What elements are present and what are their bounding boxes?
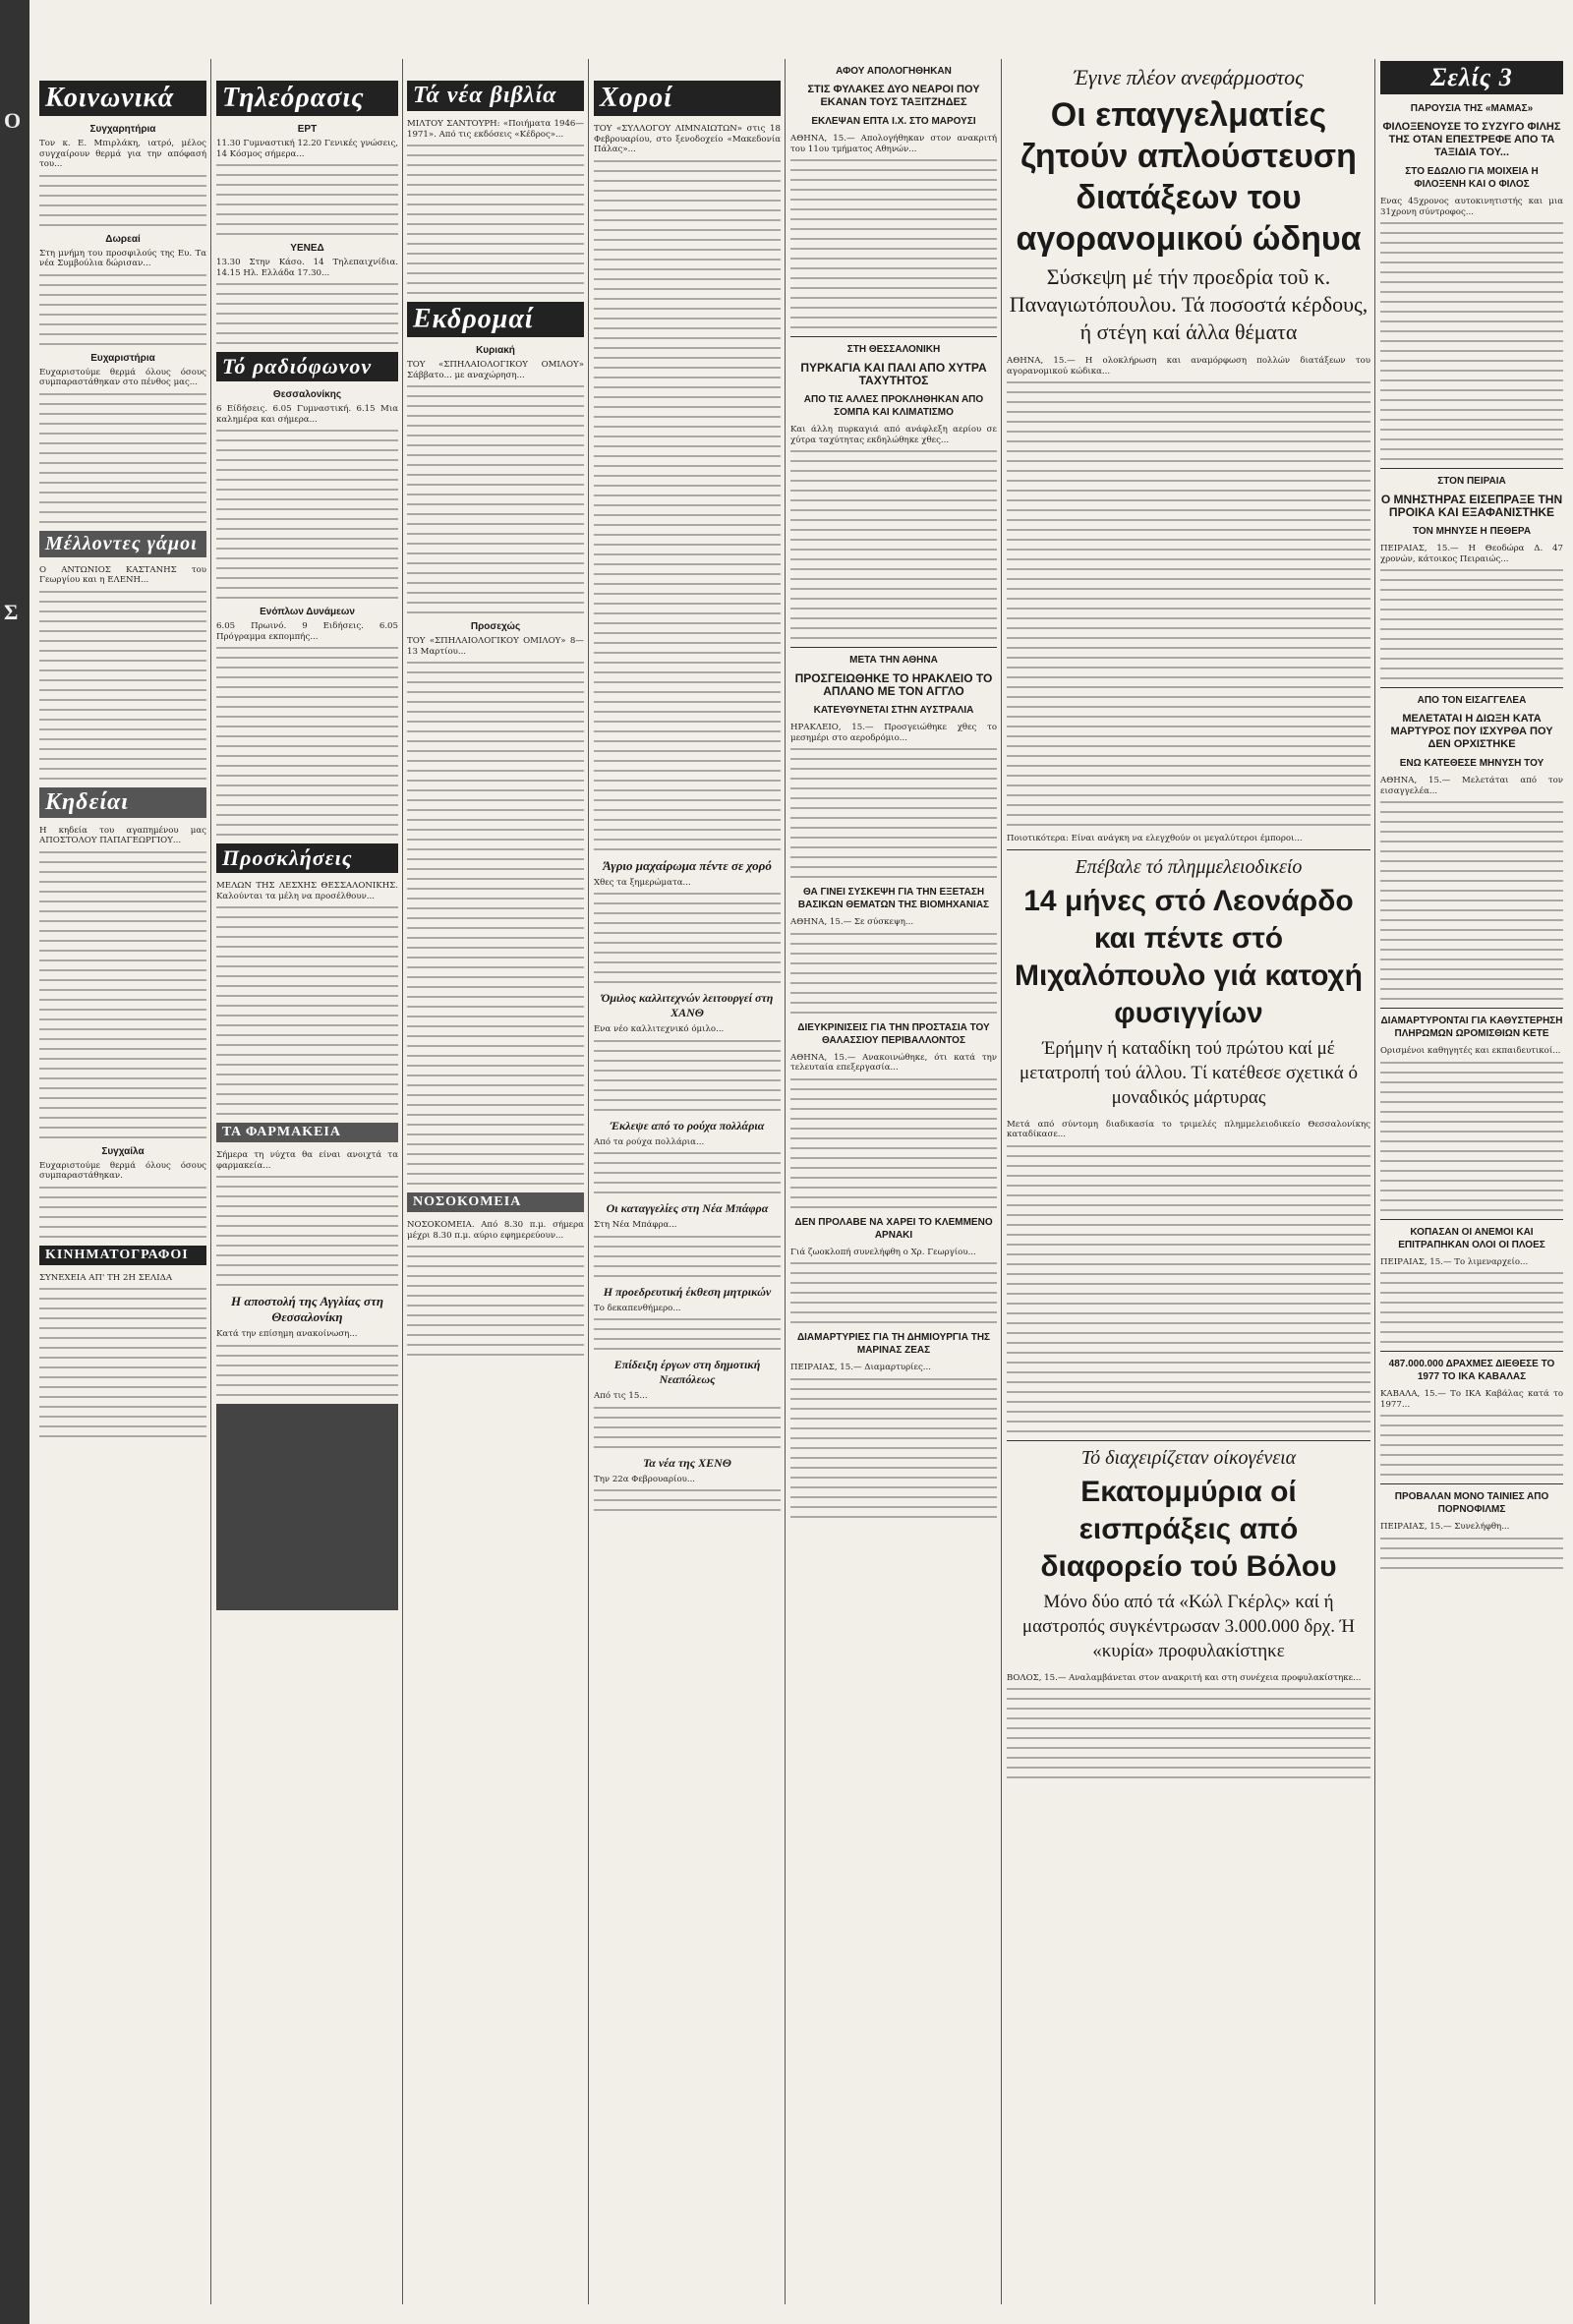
text-lines bbox=[594, 1040, 781, 1111]
text-lines bbox=[1380, 222, 1563, 460]
right-heading: ΠΑΡΟΥΣΙΑ ΤΗΣ «ΜΑΜΑΣ» bbox=[1410, 103, 1534, 114]
dances-sub-title: Επίδειξη έργων στη δημοτική Νεαπόλεως bbox=[613, 1358, 761, 1386]
main-kicker: Τό διαχειρίζεταν οίκογένεια bbox=[1080, 1446, 1297, 1469]
text-lines bbox=[790, 933, 997, 1014]
main-headline: Εκατομμύρια οί εισπράξεις από διαφορείο τού Βόλου bbox=[1040, 1475, 1337, 1583]
text-lines bbox=[594, 893, 781, 983]
trips-sec-title: Κυριακή bbox=[476, 345, 515, 356]
column-divider bbox=[402, 59, 403, 2304]
news-heading: ΣΤΗ ΘΕΣΣΑΛΟΝΙΚΗ bbox=[846, 344, 941, 355]
text-lines bbox=[790, 748, 997, 878]
text-lines bbox=[1007, 1688, 1370, 1778]
social-sec-banner: ΚΙΝΗΜΑΤΟΓΡΑΦΟΙ bbox=[39, 1246, 206, 1265]
tv-sec-title: ΕΡΤ bbox=[297, 124, 318, 135]
text-lines bbox=[1007, 1145, 1370, 1432]
column-social bbox=[39, 79, 206, 2304]
dances-sub-text: Χθες τα ξημερώματα... bbox=[594, 877, 691, 888]
news-text: ΗΡΑΚΛΕΙΟ, 15.— Προσγειώθηκε χθες το μεσημέρι στο αεροδρόμιο... bbox=[790, 723, 997, 743]
divider bbox=[1007, 1440, 1370, 1441]
text-lines bbox=[216, 164, 398, 235]
right-text: Ενας 45χρονος αυτοκινητιστής και μια 31χρονη σύντροφος... bbox=[1380, 197, 1563, 217]
column-news bbox=[790, 59, 997, 2304]
dances-sub-title: Έκλεψε από το ρούχα πολλάρια bbox=[610, 1118, 765, 1133]
hospitals-banner: ΝΟΣΟΚΟΜΕΙΑ bbox=[407, 1192, 584, 1212]
divider bbox=[1380, 1008, 1563, 1009]
text-lines bbox=[39, 393, 206, 523]
dances-sub-title: Οι καταγγελίες στη Νέα Μπάφρα bbox=[606, 1201, 769, 1215]
dances-sub-text: Στη Νέα Μπάφρα... bbox=[594, 1220, 677, 1230]
social-sec-title: Συγχαρητήρια bbox=[89, 124, 156, 135]
social-sec-text: Η κηδεία του αγαπημένου μας ΑΠΟΣΤΟΛΟΥ ΠΑΠΑΓΕΩΡΓΙΟΥ... bbox=[39, 825, 206, 845]
main-headline: Οι επαγγελματίες ζητούν απλούστευση διατάξεων του αγορανομικού ώδηυα bbox=[1016, 96, 1362, 258]
dances-sub-title: Τα νέα της ΧΕΝΘ bbox=[643, 1455, 731, 1470]
right-text: ΠΕΙΡΑΙΑΣ, 15.— Το λιμεναρχείο... bbox=[1380, 1256, 1529, 1267]
news-heading: ΔΙΑΜΑΡΤΥΡΙΕΣ ΓΙΑ ΤΗ ΔΗΜΙΟΥΡΓΙΑ ΤΗΣ ΜΑΡΙΝΑΣ ΖΕΑΣ bbox=[796, 1332, 991, 1356]
text-lines bbox=[1007, 381, 1370, 826]
right-text: ΚΑΒΑΛΑ, 15.— Το ΙΚΑ Καβάλας κατά το 1977... bbox=[1380, 1389, 1563, 1410]
news-heading: ΠΥΡΚΑΓΙΑ ΚΑΙ ΠΑΛΙ ΑΠΟ ΧΥΤΡΑ ΤΑΧΥΤΗΤΟΣ bbox=[800, 361, 987, 387]
text-lines bbox=[594, 1236, 781, 1277]
right-text: ΑΘΗΝΑ, 15.— Μελετάται από τον εισαγγελέα... bbox=[1380, 776, 1563, 796]
right-heading: ΑΠΟ ΤΟΝ ΕΙΣΑΓΓΕΛΕΑ bbox=[1417, 695, 1527, 706]
divider bbox=[1380, 1483, 1563, 1484]
social-sec-banner: Κηδείαι bbox=[39, 787, 206, 818]
right-heading: ΤΟΝ ΜΗΝΥΣΕ Η ΠΕΘΕΡΑ bbox=[1412, 526, 1532, 537]
right-text: ΠΕΙΡΑΙΑΣ, 15.— Συνελήφθη... bbox=[1380, 1522, 1510, 1532]
text-lines bbox=[594, 1318, 781, 1350]
news-heading: ΘΑ ΓΙΝΕΙ ΣΥΣΚΕΨΗ ΓΙΑ ΤΗΝ ΕΞΕΤΑΣΗ ΒΑΣΙΚΩΝ ΘΕΜΑΤΩΝ ΤΗΣ ΒΙΟΜΗΧΑΝΙΑΣ bbox=[797, 887, 990, 910]
social-sec-text: Τον κ. Ε. Μπιρλάκη, ιατρό, μέλος συγχαίρουν θερμά για την απόφασή του... bbox=[39, 139, 206, 169]
text-lines bbox=[790, 1262, 997, 1323]
radio-sec-title: Ενόπλων Δυνάμεων bbox=[260, 607, 355, 617]
books-banner: Τά νέα βιβλία bbox=[407, 81, 584, 111]
column-divider bbox=[588, 59, 589, 2304]
hospitals-text: ΝΟΣΟΚΟΜΕΙΑ. Από 8.30 π.μ. σήμερα μέχρι 8.30 π.μ. αύριο εφημερεύουν... bbox=[407, 1220, 584, 1241]
divider bbox=[1007, 849, 1370, 850]
main-kicker: Έγινε πλέον ανεφάρμοστος bbox=[1073, 65, 1305, 89]
text-lines bbox=[216, 1345, 398, 1396]
main-text: Ποιοτικότερα: Είναι ανάγκη να ελεγχθούν οι μεγαλύτεροι έμποροι... bbox=[1007, 834, 1303, 843]
social-sec-text: Ευχαριστούμε θερμά όλους όσους συμπαραστάθηκαν. bbox=[39, 1160, 206, 1181]
text-lines bbox=[407, 385, 584, 613]
main-text: Μετά από σύντομη διαδικασία το τριμελές πλημμελειοδικείο Θεσσαλονίκης καταδίκασε... bbox=[1007, 1119, 1370, 1139]
social-sec-text: ΣΥΝΕΧΕΙΑ ΑΠ' ΤΗ 2Η ΣΕΛΙΔΑ bbox=[39, 1272, 173, 1283]
tv-sec-title: ΥΕΝΕΔ bbox=[290, 243, 324, 254]
dances-sub-title: Άγριο μαχαίρωμα πέντε σε χορό bbox=[603, 857, 772, 873]
text-lines bbox=[407, 662, 584, 1185]
text-lines bbox=[1380, 569, 1563, 679]
column-main bbox=[1007, 59, 1370, 2304]
text-lines bbox=[216, 283, 398, 344]
column-divider bbox=[1374, 59, 1375, 2304]
right-heading: ΣΤΟΝ ΠΕΙΡΑΙΑ bbox=[1437, 476, 1506, 487]
divider bbox=[790, 336, 997, 337]
spine-letter-2: Σ bbox=[4, 600, 19, 624]
column-divider bbox=[1001, 59, 1002, 2304]
dances-sub-text: Από τις 15... bbox=[594, 1391, 648, 1401]
main-subheadline: Σύσκεψη μέ τήν προεδρία τοῦ κ. Παναγιωτόπουλου. Τά ποσοστά κέρδους, ή στέγη καί άλλα θέματα bbox=[1009, 264, 1369, 344]
right-text: Ορισμένοι καθηγητές και εκπαιδευτικοί... bbox=[1380, 1046, 1561, 1056]
invitations-banner: Προσκλήσεις bbox=[216, 843, 398, 873]
news-heading: ΣΤΙΣ ΦΥΛΑΚΕΣ ΔΥΟ ΝΕΑΡΟΙ ΠΟΥ ΕΚΑΝΑΝ ΤΟΥΣ ΤΑΞΙΤΖΗΔΕΣ bbox=[807, 84, 980, 108]
dances-text: ΤΟΥ «ΣΥΛΛΟΓΟΥ ΛΙΜΝΑΙΩΤΩΝ» στις 18 Φεβρουαρίου, στο ξενοδοχείο «Μακεδονία Πάλας»... bbox=[594, 124, 781, 154]
right-heading: ΦΙΛΟΞΕΝΟΥΣΕ ΤΟ ΣΥΖΥΓΟ ΦΙΛΗΣ ΤΗΣ ΟΤΑΝ ΕΠΕΣΤΡΕΦΕ ΑΠΟ ΤΑ ΤΑΞΙΔΙΑ ΤΟΥ... bbox=[1382, 121, 1561, 158]
text-lines bbox=[1380, 1272, 1563, 1343]
news-heading: ΑΦΟΥ ΑΠΟΛΟΓΗΘΗΚΑΝ bbox=[836, 66, 952, 77]
books-text: ΜΙΛΤΟΥ ΣΑΝΤΟΥΡΗ: «Ποιήματα 1946—1971». Από τις εκδόσεις «Κέδρος»... bbox=[407, 119, 584, 140]
social-sec-text: Ο ΑΝΤΩΝΙΟΣ ΚΑΣΤΑΝΗΣ του Γεωργίου και η ΕΛΕΝΗ... bbox=[39, 564, 206, 585]
divider bbox=[1380, 468, 1563, 469]
column-books bbox=[407, 79, 584, 2304]
text-lines bbox=[790, 1378, 997, 1518]
text-lines bbox=[1380, 1538, 1563, 1569]
pharmacies-banner: ΤΑ ΦΑΡΜΑΚΕΙΑ bbox=[216, 1123, 398, 1142]
column-divider bbox=[785, 59, 786, 2304]
trips-sec-text: ΤΟΥ «ΣΠΗΛΑΙΟΛΟΓΙΚΟΥ ΟΜΙΛΟΥ» 8—13 Μαρτίου... bbox=[407, 636, 584, 657]
right-heading: ΣΤΟ ΕΔΩΛΙΟ ΓΙΑ ΜΟΙΧΕΙΑ Η ΦΙΛΟΞΕΝΗ ΚΑΙ Ο ΦΙΛΟΣ bbox=[1405, 166, 1539, 190]
invitations-text: ΜΕΛΩΝ ΤΗΣ ΛΕΣΧΗΣ ΘΕΣΣΑΛΟΝΙΚΗΣ. Καλούνται τα μέλη να προσέλθουν... bbox=[216, 881, 398, 901]
social-sec-title: Δωρεαί bbox=[105, 233, 141, 245]
tv-mid-text: Κατά την επίσημη ανακοίνωση... bbox=[216, 1329, 358, 1339]
text-lines bbox=[39, 1187, 206, 1238]
social-sec-text: Ευχαριστούμε θερμά όλους όσους συμπαραστάθηκαν στο πένθος μας... bbox=[39, 367, 206, 387]
news-text: Γιά ζωοκλοπή συνελήφθη ο Χρ. Γεωργίου... bbox=[790, 1247, 976, 1257]
page-spine bbox=[0, 0, 29, 2324]
tv-sec-text: 11.30 Γυμναστική 12.20 Γενικές γνώσεις, 14 Κόσμος σήμερα... bbox=[216, 139, 398, 159]
radio-banner: Τό ραδιόφωνον bbox=[216, 352, 398, 381]
news-heading: ΕΚΛΕΨΑΝ ΕΠΤΑ Ι.Χ. ΣΤΟ ΜΑΡΟΥΣΙ bbox=[811, 116, 976, 127]
text-lines bbox=[216, 1176, 398, 1286]
trips-sec-title: Προσεχώς bbox=[470, 621, 521, 632]
text-lines bbox=[407, 1246, 584, 1356]
text-lines bbox=[216, 430, 398, 599]
news-text: ΠΕΙΡΑΙΑΣ, 15.— Διαμαρτυρίες... bbox=[790, 1363, 931, 1372]
text-lines bbox=[39, 274, 206, 345]
divider bbox=[1380, 687, 1563, 688]
text-lines bbox=[216, 647, 398, 836]
news-text: ΑΘΗΝΑ, 15.— Ανακοινώθηκε, ότι κατά την τελευταία επεξεργασία... bbox=[790, 1052, 997, 1073]
dances-sub-text: Το δεκαπενθήμερο... bbox=[594, 1303, 681, 1313]
news-text: Και άλλη πυρκαγιά από ανάφλεξη αερίου σε χύτρα ταχύτητας εκδηλώθηκε χθες... bbox=[790, 425, 997, 445]
text-lines bbox=[39, 175, 206, 226]
text-lines bbox=[39, 591, 206, 780]
text-lines bbox=[594, 160, 781, 850]
social-sec-banner: Μέλλοντες γάμοι bbox=[39, 531, 206, 557]
news-heading: ΔΕΝ ΠΡΟΛΑΒΕ ΝΑ ΧΑΡΕΙ ΤΟ ΚΛΕΜΜΕΝΟ ΑΡΝΑΚΙ bbox=[794, 1216, 993, 1241]
right-heading: 487.000.000 ΔΡΑΧΜΕΣ ΔΙΕΘΕΣΕ ΤΟ 1977 ΤΟ ΙΚΑ ΚΑΒΑΛΑΣ bbox=[1388, 1359, 1555, 1382]
news-text: ΑΘΗΝΑ, 15.— Σε σύσκεψη... bbox=[790, 917, 914, 927]
right-heading: ΔΙΑΜΑΡΤΥΡΟΝΤΑΙ ΓΙΑ ΚΑΘΥΣΤΕΡΗΣΗ ΠΛΗΡΩΜΩΝ ΩΡΟΜΙΣΘΙΩΝ ΚΕΤΕ bbox=[1380, 1016, 1563, 1039]
text-lines bbox=[1380, 1415, 1563, 1476]
right-heading: ΚΟΠΑΣΑΝ ΟΙ ΑΝΕΜΟΙ ΚΑΙ ΕΠΙΤΡΑΠΗΚΑΝ ΟΛΟΙ ΟΙ ΠΛΟΕΣ bbox=[1398, 1226, 1545, 1250]
column-tv bbox=[216, 79, 398, 2304]
trips-sec-text: ΤΟΥ «ΣΠΗΛΑΙΟΛΟΓΙΚΟΥ ΟΜΙΛΟΥ» Σάββατο... με αναχώρηση... bbox=[407, 360, 584, 380]
social-sec-title: Συγχαίλα bbox=[101, 1145, 145, 1157]
main-text: ΑΘΗΝΑ, 15.— Η ολοκλήρωση και αναμόρφωση πολλών διατάξεων του αγορανομικού κώδικα... bbox=[1007, 356, 1370, 377]
dances-banner: Χοροί bbox=[594, 81, 781, 116]
text-lines bbox=[1380, 1062, 1563, 1211]
main-subheadline: Μόνο δύο από τά «Κώλ Γκέρλς» καί ή μαστροπός συγκέντρωσαν 3.000.000 δρχ. Ή «κυρία» προφυλακίστηκε bbox=[1021, 1591, 1356, 1661]
tv-mid-title: Η αποστολή της Αγγλίας στη Θεσσαλονίκη bbox=[231, 1294, 383, 1324]
text-lines bbox=[790, 159, 997, 328]
radio-sec-text: 6.05 Πρωινό. 9 Ειδήσεις. 6.05 Πρόγραμμα εκπομπής... bbox=[216, 621, 398, 642]
news-text: ΑΘΗΝΑ, 15.— Απολογήθηκαν στον ανακριτή του 11ου τμήματος Αθηνών... bbox=[790, 134, 997, 154]
main-subheadline: Έρήμην ή καταδίκη τού πρώτου καί μέ μετατροπή τού άλλου. Τί κατέθεσε σχετικά ό μοναδικός μάρτυρας bbox=[1020, 1037, 1358, 1108]
dances-sub-text: Από τα ρούχα πολλάρια... bbox=[594, 1136, 705, 1147]
divider bbox=[1380, 1351, 1563, 1352]
news-heading: ΔΙΕΥΚΡΙΝΙΣΕΙΣ ΓΙΑ ΤΗΝ ΠΡΟΣΤΑΣΙΑ ΤΟΥ ΘΑΛΑΣΣΙΟΥ ΠΕΡΙΒΑΛΛΟΝΤΟΣ bbox=[797, 1021, 990, 1046]
news-heading: ΚΑΤΕΥΘΥΝΕΤΑΙ ΣΤΗΝ ΑΥΣΤΡΑΛΙΑ bbox=[813, 705, 974, 716]
social-sec-text: Στη μνήμη του προσφιλούς της Ευ. Τα νέα Συμβούλια δώρισαν... bbox=[39, 248, 206, 268]
column-right bbox=[1380, 59, 1563, 2304]
text-lines bbox=[407, 145, 584, 294]
right-text: ΠΕΙΡΑΙΑΣ, 15.— Η Θεοδώρα Δ. 47 χρονών, κάτοικος Πειραιώς... bbox=[1380, 544, 1563, 564]
page-number: Σελίς 3 bbox=[1380, 61, 1563, 94]
column-divider bbox=[210, 59, 211, 2304]
dances-sub-text: Ενα νέο καλλιτεχνικό όμιλο... bbox=[594, 1024, 725, 1034]
text-lines bbox=[594, 1407, 781, 1448]
social-banner: Κοινωνικά bbox=[39, 81, 206, 116]
text-lines bbox=[790, 450, 997, 639]
dances-sub-title: Η προεδρευτική έκθεση μητρικών bbox=[603, 1284, 772, 1299]
trips-banner: Εκδρομαί bbox=[407, 302, 584, 337]
text-lines bbox=[39, 851, 206, 1138]
right-heading: ΜΕΛΕΤΑΤΑΙ Η ΔΙΩΞΗ ΚΑΤΑ ΜΑΡΤΥΡΟΣ ΠΟΥ ΙΣΧΥΡΘΑ ΠΟΥ ΔΕΝ ΟΡΧΙΣΤΗΚΕ bbox=[1390, 713, 1553, 750]
text-lines bbox=[594, 1152, 781, 1193]
text-lines bbox=[790, 1078, 997, 1208]
right-heading: Ο ΜΝΗΣΤΗΡΑΣ ΕΙΣΕΠΡΑΞΕ ΤΗΝ ΠΡΟΙΚΑ ΚΑΙ ΕΞΑΦΑΝΙΣΤΗΚΕ bbox=[1380, 493, 1563, 519]
main-headline: 14 μήνες στό Λεονάρδο και πέντε στό Μιχαλόπουλο γιά κατοχή φυσιγγίων bbox=[1014, 884, 1364, 1029]
dances-sub-title: Όμιλος καλλιτεχνών λειτουργεί στη ΧΑΝΘ bbox=[601, 991, 774, 1019]
divider bbox=[1380, 1219, 1563, 1220]
social-sec-title: Ευχαριστήρια bbox=[90, 352, 155, 364]
text-lines bbox=[1380, 801, 1563, 1000]
text-lines bbox=[39, 1288, 206, 1437]
news-heading: ΑΠΟ ΤΙΣ ΑΛΛΕΣ ΠΡΟΚΛΗΘΗΚΑΝ ΑΠΟ ΣΟΜΠΑ ΚΑΙ ΚΛΙΜΑΤΙΣΜΟ bbox=[803, 394, 984, 418]
news-heading: ΠΡΟΣΓΕΙΩΘΗΚΕ ΤΟ ΗΡΑΚΛΕΙΟ ΤΟ ΑΠΛΑΝΟ ΜΕ ΤΟΝ ΑΓΓΛΟ bbox=[794, 671, 993, 698]
advert-image bbox=[216, 1404, 398, 1610]
text-lines bbox=[594, 1489, 781, 1511]
right-heading: ΠΡΟΒΑΛΑΝ ΜΟΝΟ ΤΑΙΝΙΕΣ ΑΠΟ ΠΟΡΝΟΦΙΛΜΣ bbox=[1394, 1491, 1549, 1515]
main-text: ΒΟΛΟΣ, 15.— Αναλαμβάνεται στον ανακριτή και στη συνέχεια προφυλακίστηκε... bbox=[1007, 1672, 1362, 1683]
main-kicker: Επέβαλε τό πλημμελειοδικείο bbox=[1075, 855, 1303, 878]
text-lines bbox=[216, 906, 398, 1115]
divider bbox=[790, 647, 997, 648]
spine-letter-1: Ο bbox=[4, 108, 22, 133]
pharmacies-text: Σήμερα τη νύχτα θα είναι ανοιχτά τα φαρμακεία... bbox=[216, 1150, 398, 1171]
radio-sec-title: Θεσσαλονίκης bbox=[272, 389, 342, 400]
tv-banner: Τηλεόρασις bbox=[216, 81, 398, 116]
tv-sec-text: 13.30 Στην Κάσο. 14 Τηλεπαιχνίδια. 14.15 Ηλ. Ελλάδα 17.30... bbox=[216, 258, 398, 278]
right-heading: ΕΝΩ ΚΑΤΕΘΕΣΕ ΜΗΝΥΣΗ ΤΟΥ bbox=[1399, 758, 1544, 769]
dances-sub-text: Την 22α Φεβρουαρίου... bbox=[594, 1474, 696, 1484]
radio-sec-text: 6 Είδήσεις. 6.05 Γυμναστική. 6.15 Μια καλημέρα και σήμερα... bbox=[216, 404, 398, 425]
column-dances bbox=[594, 79, 781, 2304]
news-heading: ΜΕΤΑ ΤΗΝ ΑΘΗΝΑ bbox=[849, 655, 938, 666]
